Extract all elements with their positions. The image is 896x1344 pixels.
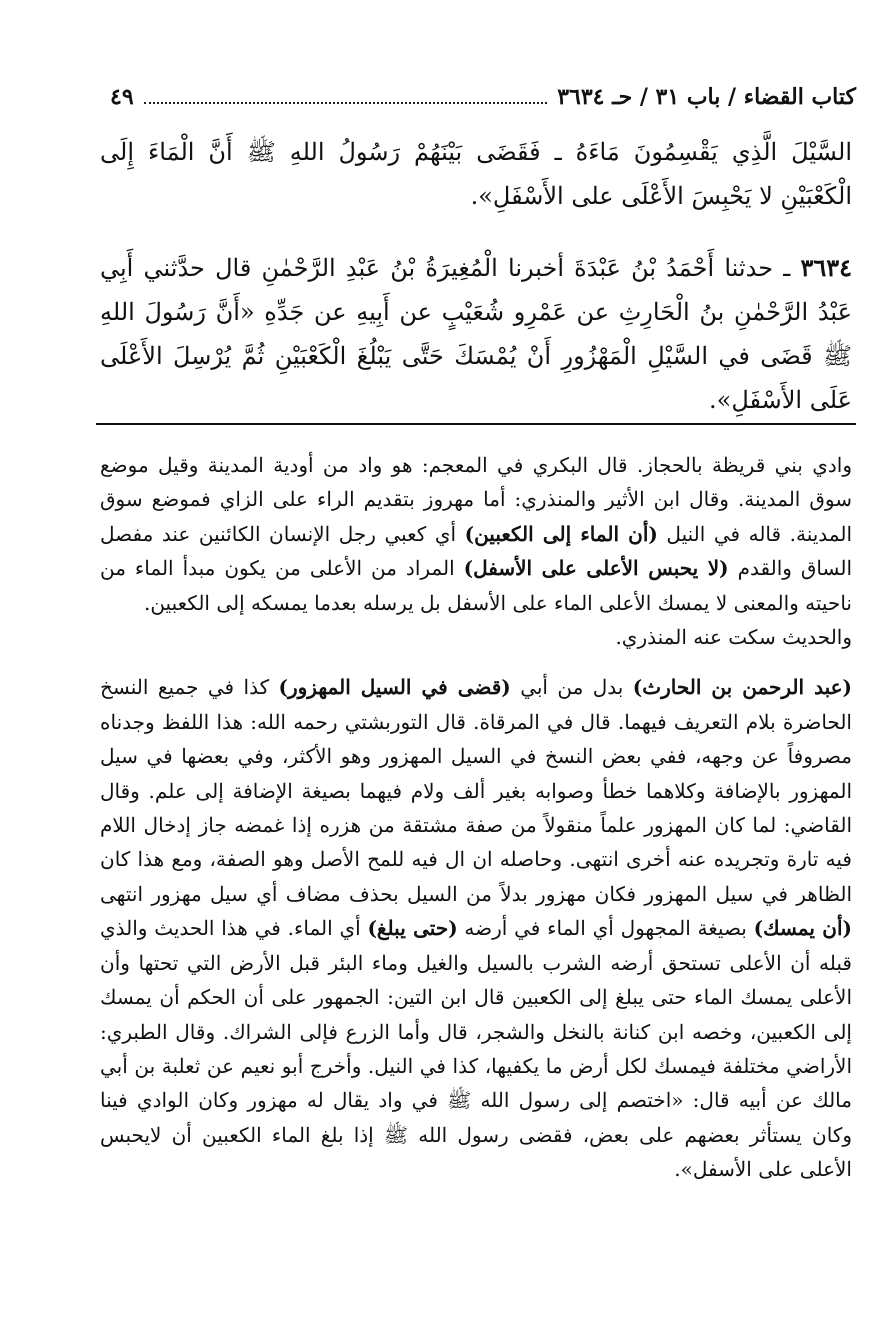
commentary-keyword: (عبد الرحمن بن الحارث)	[632, 675, 853, 700]
commentary-text: أي كعبي رجل الإنسان الكائنين عند مفصل الساق والقدم	[100, 521, 853, 581]
dotted-leader	[144, 90, 548, 104]
hadith-3634-paragraph	[100, 246, 852, 422]
commentary-text: بدل من أبي	[510, 675, 633, 700]
commentary-keyword: (أن الماء إلى الكعبين)	[464, 521, 658, 546]
commentary	[100, 448, 852, 1187]
commentary-paragraph-3	[100, 670, 852, 1186]
commentary-paragraph-2: والحديث سكت عنه المنذري.	[615, 625, 852, 650]
commentary-keyword: (أن يمسك)	[753, 916, 852, 941]
commentary-text: المراد من الأعلى من يكون مبدأ الماء من ناحيته والمعنى لا يمسك الأعلى الماء على الأسفل بل يرسله بعدما يمسكه إلى الكعبين.	[100, 556, 852, 615]
commentary-text: بصيغة المجهول أي الماء في أرضه	[457, 916, 754, 941]
hadith-3634	[100, 246, 852, 422]
commentary-keyword: (حتى يبلغ)	[367, 916, 458, 941]
commentary-keyword: (لا يحبس الأعلى على الأسفل)	[463, 556, 729, 581]
footnote-separator	[96, 423, 856, 425]
hadith-3634-text: ـ حدثنا أَحْمَدُ بْنُ عَبْدَةَ أخبرنا الْمُغِيرَةُ بْنُ عَبْدِ الرَّحْمٰنِ قال حدَّثني أَبِي عَبْدُ الرَّحْمٰنِ بنُ الْحَارِثِ عن عَمْرِو شُعَيْبٍ عن أَبِيهِ عن جَدِّهِ «أَنَّ رَسُولَ اللهِ ﷺ قَضَى في السَّيْلِ الْمَهْزُورِ أَنْ يُمْسَكَ حَتَّى يَبْلُغَ الْكَعْبَيْنِ ثُمَّ يُرْسِلَ الأَعْلَى عَلَى الأَسْفَلِ».	[100, 254, 852, 414]
hadith-number: ٣٦٣٤	[800, 253, 852, 282]
hadith-prev-text: السَّيْلَ الَّذِي يَقْسِمُونَ مَاءَهُ ـ فَقَضَى بَيْنَهُمْ رَسُولُ اللهِ ﷺ أَنَّ الْمَاءَ إِلَى الْكَعْبَيْنِ لا يَحْبِسَ الأَعْلَى على الأَسْفَلِ».	[100, 138, 852, 210]
hadith-prev-continuation	[100, 130, 852, 218]
commentary-text: كذا في جميع النسخ الحاضرة بلام التعريف فيهما. قال في المرقاة. قال التوربشتي رحمه الله: هذا اللفظ وجدناه مصروفاً عن وجهه، ففي بعض النسخ في السيل المهزور وهو الأكثر، وفي بعضها في سيل المهزور بالإضافة وكلاهما خطأ وصوابه بغير ألف ولام فيهما بصيغة الإضافة إلى علم. وقال القاضي: لما كان المهزور علماً منقولاً من صفة مشتقة من هزره إذا غمضه جاز إدخال اللام فيه تارة وتجريده عنه أخرى انتهى. وحاصله ان ال فيه للمح الأصل وهو الصفة، ومع هذا كان الظاهر في سيل المهزور فكان مهزور بدلاً من السيل بحذف مضاف أي سيل مهزور انتهى	[100, 675, 853, 906]
commentary-paragraph-1	[100, 448, 852, 620]
commentary-text: وادي بني قريظة بالحجاز. قال البكري في المعجم: هو واد من أودية المدينة وقيل موضع سوق المدينة. وقال ابن الأثير والمنذري: أما مهروز بتقديم الراء على الزاي فموضع سوق المدينة. قاله في النيل	[100, 453, 852, 546]
running-header	[110, 80, 856, 114]
page-number: ٤٩	[110, 84, 134, 110]
commentary-keyword: (قضى في السيل المهزور)	[278, 675, 511, 700]
commentary-text: أي الماء. في هذا الحديث والذي قبله أن الأعلى تستحق أرضه الشرب بالسيل والغيل وماء البئر قبل الأرض التي تحتها وأن الأعلى يمسك الماء حتى يبلغ إلى الكعبين قال ابن التين: الجمهور على أن الحكم أن يمسك إلى الكعبين، وخصه ابن كنانة بالنخل والشجر، قال وأما الزرع فإلى الشراك. وقال الطبري: الأراضي مختلفة فيمسك لكل أرض ما يكفيها، كذا في النيل. وأخرج أبو نعيم عن ثعلبة بن أبي مالك عن أبيه قال: «اختصم إلى رسول الله ﷺ في واد يقال له مهزور وكان الوادي فينا وكان يستأثر بعضهم على بعض، فقضى رسول الله ﷺ إذا بلغ الماء الكعبين أن لايحبس الأعلى على الأسفل».	[100, 916, 853, 1182]
header-title: كتاب القضاء / باب ٣١ / حـ ٣٦٣٤	[557, 84, 856, 110]
